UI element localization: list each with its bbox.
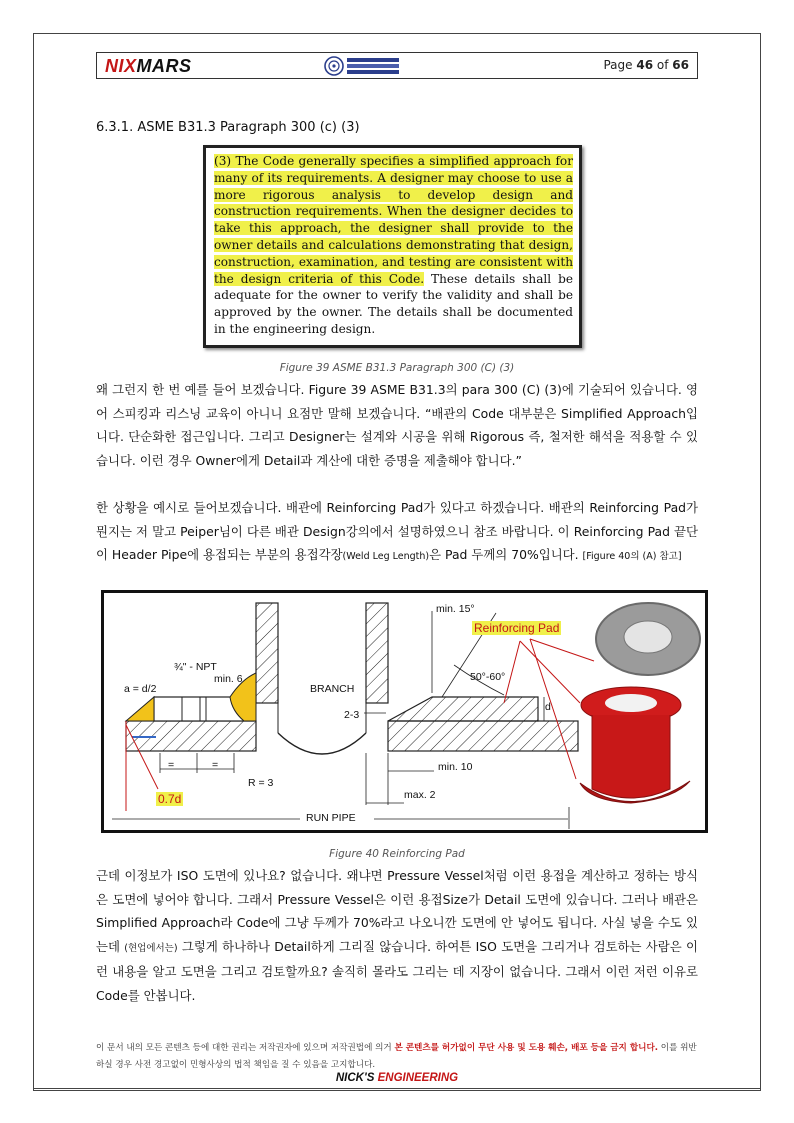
- code-quote-image: [203, 145, 582, 348]
- quote-text: These details shall be adequate for the owner to verify the validity and shall be approved by the owner. The details shall be documented in the engineering design.: [214, 271, 573, 336]
- copyright-notice: 이 문서 내의 모든 콘텐츠 등에 대한 권리는 저작권자에 있으며 저작권법에 의거 본 콘텐츠를 허가없이 무단 사용 및 도용 훼손, 배포 등을 금지 합니다. 이를 위반 하실 경우 사전 경고없이 민형사상의 법적 책임을 질 수 있음을 고지합니다.: [96, 1043, 697, 1070]
- seal-logo-icon: [323, 55, 403, 77]
- paragraph-1: 왜 그런지 한 번 예를 들어 보겠습니다. Figure 39 ASME B31.3의 para 300 (C) (3)에 기술되어 있습니다. 영어 스피킹과 리스닝 교육이 아니니 요점만 말해 보겠습니다. “배관의 Code 대부분은 Simplified Approach입니다. 단순화한 접근입니다. 그리고 Designer는 설계와 시공을 위해 Rigorous 즉, 철저한 해석을 적용할 수 있습니다. 이런 경우 Owner에게 Detail과 계산에 대한 증명을 제출해야 합니다.”: [96, 382, 698, 468]
- footer-brand-logo: NICK'S ENGINEERING: [335, 1072, 459, 1084]
- paragraph-3: 근데 이정보가 ISO 도면에 있나요? 없습니다. 왜냐면 Pressure Vessel처럼 이런 용접을 계산하고 정하는 방식은 도면에 넣어야 합니다. 그래서 Pressure Vessel은 이런 용접Size가 Detail 도면에 있습니다. 그러나 배관은 Simplified Approach라 Code에 그냥 두께가 70%라고 나오니깐 도면에 안 넣어도 됩니다. 사실 넣을 수도 있는데 (현업에서는) 그렇게 하나하나 Detail하게 그리질 않습니다. 하여튼 ISO 도면을 그리거나 검토하는 사람은 이런 내용을 알고 도면을 그리고 검토할까요? 솔직히 몰라도 그리는 데 지장이 없습니다. 그래서 이런 저런 이유로 Code를 안봅니다.: [96, 868, 698, 1003]
- page-header: [96, 52, 698, 79]
- figure-40-caption: Figure 40 Reinforcing Pad: [329, 848, 465, 860]
- paragraph-2: 한 상황을 예시로 들어보겠습니다. 배관에 Reinforcing Pad가 있다고 하겠습니다. 배관의 Reinforcing Pad가 뭔지는 저 말고 Peiper님이 다른 배관 Design강의에서 설명하였으니 참조 바랍니다. 이 Reinforcing Pad 끝단이 Header Pipe에 용접되는 부분의 용접각장(Weld Leg Length)은 Pad 두께의 70%입니다. [Figure 40의 (A) 참고]: [96, 500, 698, 563]
- page-number: Page 46 of 66: [603, 58, 689, 72]
- figure-40-labels: min. 15° Reinforcing Pad ¾" - NPT min. 6 a = d/2 BRANCH 50°-60° d 2-3 = = min. 10 R = 3 max. 2 0.7d RUN PIPE: [124, 603, 560, 824]
- section-heading: 6.3.1. ASME B31.3 Paragraph 300 (c) (3): [96, 120, 360, 135]
- highlighted-quote-text: (3) The Code generally specifies a simplified approach for many of its requirements. A designer may choose to use a more rigorous analysis to develop design and construction requirements. When the designer decides to take this approach, the designer shall provide to the owner details and calculations demonstrating that design, construction, examination, and testing are consistent with the design criteria of this Code.: [214, 154, 573, 286]
- figure-40-reinforcing-pad: [101, 590, 708, 833]
- figure-39-caption: Figure 39 ASME B31.3 Paragraph 300 (C) (3): [279, 362, 515, 374]
- footer-divider: [33, 1088, 761, 1089]
- nixmars-logo: NIXMARS: [105, 56, 192, 76]
